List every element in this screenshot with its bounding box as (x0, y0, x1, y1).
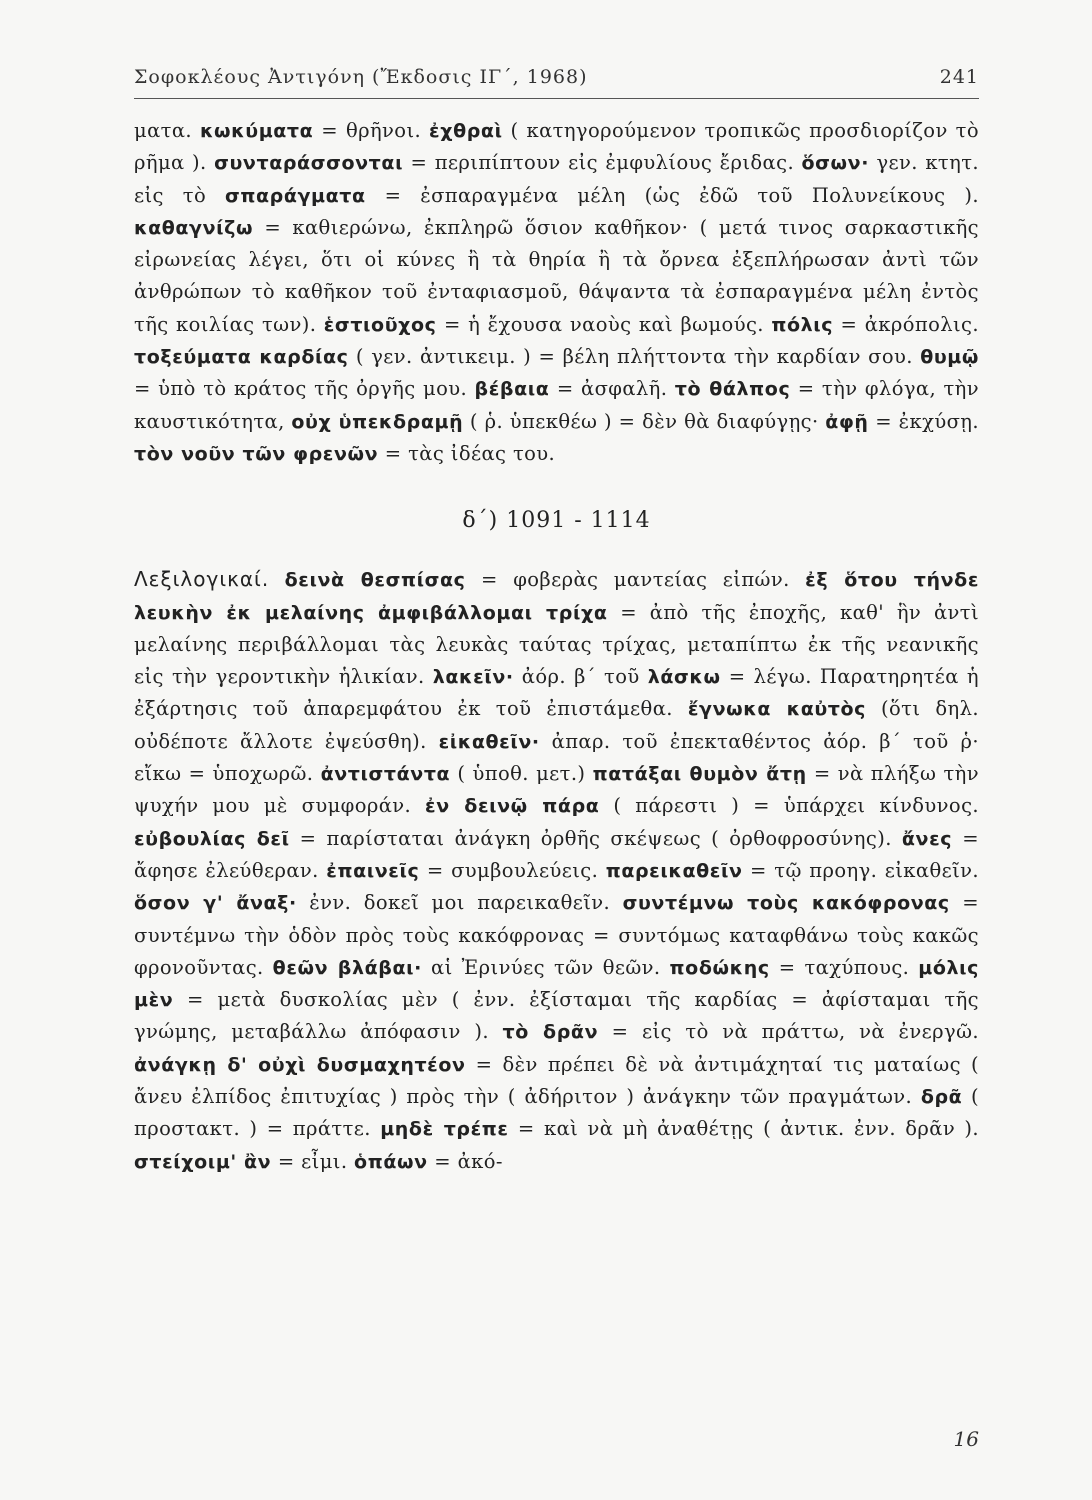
gloss-text: = τῷ προηγ. εἰκαθεῖν. (742, 858, 980, 882)
section-lead: Λεξιλογικαί. (134, 567, 270, 592)
lemma-term: τὸ θάλπος (674, 378, 791, 401)
lemma-term: καθαγνίζω (134, 216, 254, 239)
lemma-term: ἐν δεινῷ πάρα (425, 795, 600, 818)
gloss-text: = μετὰ δυσκολίας μὲν ( ἐνν. ἐξίσταμαι τῆς καρδίας = ἀφίσταμαι τῆς γνώμης, μεταβάλλω ἀπόφασιν ). (134, 988, 979, 1044)
gloss-text: = εἰς τὸ νὰ πράττω, νὰ ἐνεργῶ. (598, 1020, 979, 1044)
gloss-text: ( ῥ. ὑπεκθέω ) = δὲν θὰ διαφύγῃς· (463, 409, 826, 433)
gloss-text: ( ὑποθ. μετ.) (450, 762, 593, 786)
lemma-term: θεῶν βλάβαι· (272, 956, 422, 979)
lemma-term: ἀντιστάντα (320, 763, 451, 786)
gloss-text: αἱ Ἐρινύες τῶν θεῶν. (421, 955, 670, 979)
paragraph-glossary-1 (134, 115, 979, 470)
gloss-text: = ἀκρόπολις. (833, 312, 979, 336)
section-heading: δ΄) 1091 - 1114 (462, 508, 651, 534)
page-number: 241 (939, 66, 979, 88)
gloss-text: ( κατηγορούμενον τροπικῶς προσδιορίζον τὸ ρῆμα ). (134, 119, 979, 175)
lemma-term: ἄνες (901, 827, 953, 850)
lemma-term: ἑστιοῦχος (323, 313, 437, 336)
lemma-term: κωκύματα (199, 120, 314, 142)
lemma-term: τὸ δρᾶν (502, 1021, 599, 1044)
gloss-text: = ἀσφαλῆ. (549, 377, 675, 401)
lemma-term: τοξεύματα καρδίας (134, 346, 349, 369)
lemma-term: ἀφῇ (825, 410, 869, 433)
gloss-text: ( γεν. ἀντικειμ. ) = βέλη πλήττοντα τὴν καρδίαν σου. (348, 345, 921, 369)
lemma-term: οὐχ ὑπεκδραμῇ (291, 410, 464, 433)
gloss-text: = ἐσπαραγμένα μέλη (ὡς ἐδῶ τοῦ Πολυνείκους ). (365, 183, 979, 207)
lemma-term: μόλις μὲν (134, 956, 980, 1012)
lemma-term: ποδώκης (669, 956, 770, 979)
gloss-text: ἀόρ. β΄ τοῦ (513, 665, 648, 689)
gloss-text: = δὲν πρέπει δὲ νὰ ἀντιμάχηταί τις ματαίως ( ἄνευ ἐλπίδος ἐπιτυχίας ) πρὸς τὴν ( ἀδήριτον ) ἀνάγκην τῶν πραγμάτων. (134, 1052, 979, 1109)
lemma-term: εὐβουλίας δεῖ (134, 827, 290, 850)
gloss-text: = τὰς ἰδέας του. (378, 441, 556, 465)
lemma-term: ὅσων· (801, 152, 870, 175)
gloss-text: ( προστακτ. ) = πράττε. (134, 1085, 979, 1141)
gloss-text: = εἶμι. (271, 1149, 355, 1173)
gloss-text: ματα. (134, 119, 200, 142)
gloss-text: = συμβουλεύεις. (419, 858, 606, 882)
gloss-text: = ἐκχύσῃ. (868, 409, 979, 433)
lemma-term: στείχοιμ' ἂν (134, 1150, 272, 1173)
lemma-term: ἐξ ὅτου τήνδε λευκὴν ἐκ μελαίνης ἀμφιβάλλομαι τρίχα (134, 569, 979, 624)
paragraph-glossary-2 (134, 563, 979, 1178)
lemma-term: δεινὰ θεσπίσας (284, 569, 466, 592)
lemma-term: ὅσον γ' ἄναξ· (134, 892, 297, 915)
lemma-term: συντέμνω τοὺς κακόφρονας (622, 892, 950, 915)
gloss-text: = περιπίπτουν εἰς ἐμφυλίους ἔριδας. (403, 151, 802, 175)
lemma-term: λακεῖν· (432, 666, 514, 689)
gloss-text: = καὶ νὰ μὴ ἀναθέτῃς ( ἀντικ. ἐνν. δρᾶν ). (508, 1117, 979, 1141)
lemma-term: παρεικαθεῖν (605, 859, 743, 882)
lemma-term: δρᾶ (920, 1086, 963, 1109)
running-header (134, 66, 979, 99)
gloss-text: = λέγω. Παρατηρητέα ἡ ἐξάρτησις τοῦ ἀπαρεμφάτου ἐκ τοῦ ἐπιστάμεθα. (134, 665, 979, 721)
page (134, 66, 979, 1178)
gloss-text: = ἄφησε ἐλεύθεραν. (134, 826, 979, 882)
gloss-text: ἀπαρ. τοῦ ἐπεκταθέντος ἀόρ. β΄ τοῦ ῥ· εἴκω = ὑποχωρῶ. (134, 729, 979, 786)
lemma-term: τὸν νοῦν τῶν φρενῶν (134, 442, 379, 465)
lemma-term: εἰκαθεῖν· (438, 730, 540, 753)
lemma-term: λάσκω (647, 666, 721, 689)
gloss-text: = ἡ ἔχουσα ναοὺς καὶ βωμούς. (436, 312, 772, 336)
lemma-term: ἀνάγκῃ δ' οὐχὶ δυσμαχητέον (134, 1053, 466, 1076)
gloss-text: = ἀκό- (427, 1149, 503, 1173)
lemma-term: μηδὲ τρέπε (380, 1118, 509, 1141)
gloss-text: = συντέμνω τὴν ὁδὸν πρὸς τοὺς κακόφρονας = συντόμως καταφθάνω τοὺς κακῶς φρονοῦντας. (134, 891, 979, 979)
gloss-text: ( πάρεστι ) = ὑπάρχει κίνδυνος. (599, 794, 979, 818)
gloss-text: = παρίσταται ἀνάγκη ὀρθῆς σκέψεως ( ὀρθοφροσύνης). (289, 826, 902, 850)
gloss-text: = καθιερώνω, ἐκπληρῶ ὅσιον καθῆκον· ( μετά τινος σαρκαστικῆς εἰρωνείας λέγει, ὅτι οἱ κύνες ἢ τὰ θηρία ἢ τὰ ὄρνεα ἐξεπλήρωσαν ἀντὶ τῶν ἀνθρώπων τὸ καθῆκον τοῦ ἐνταφιασμοῦ, θάψαντα τὰ ἐσπαραγμένα μέλη ἐντὸς τῆς κοιλίας των). (134, 215, 979, 336)
lemma-term: πατάξαι θυμὸν ἄτῃ (592, 763, 807, 786)
lemma-term: ἐχθραὶ (429, 120, 503, 142)
gloss-text: = ὑπὸ τὸ κράτος τῆς ὀργῆς μου. (134, 377, 475, 401)
gloss-text: = νὰ πλήξω τὴν ψυχήν μου μὲ συμφοράν. (134, 762, 979, 818)
lemma-term: ὁπάων (354, 1150, 428, 1173)
gloss-text: = φοβερὰς μαντείας εἰπών. (465, 568, 806, 592)
lemma-term: πόλις (771, 313, 834, 336)
gloss-text: = τὴν φλόγα, τὴν καυστικότητα, (134, 377, 980, 433)
gloss-text: = ἀπὸ τῆς ἐποχῆς, καθ' ἣν ἀντὶ μελαίνης περιβάλλομαι τὰς λευκὰς ταύτας τρίχας, μεταπίπτω ἐκ τῆς νεανικῆς εἰς τὴν γεροντικὴν ἡλικίαν. (134, 600, 979, 689)
gloss-text: = θρῆνοι. (313, 119, 430, 142)
lemma-term: σπαράγματα (224, 184, 366, 207)
gloss-text: γεν. κτητ. εἰς τὸ (134, 151, 979, 207)
lemma-term: ἐπαινεῖς (326, 859, 420, 882)
gloss-text: (ὅτι δηλ. οὐδέποτε ἄλλοτε ἐψεύσθη). (134, 697, 979, 753)
gloss-text: ἐνν. δοκεῖ μοι παρεικαθεῖν. (296, 891, 623, 915)
header-title: Σοφοκλέους Ἀντιγόνη (Ἔκδοσις ΙΓ΄, 1968) (134, 66, 588, 88)
lemma-term: βέβαια (474, 378, 550, 401)
gloss-text (269, 568, 284, 591)
gloss-text: = ταχύπους. (769, 955, 919, 979)
lemma-term: θυμῷ (920, 346, 979, 369)
signature-mark: 16 (953, 1427, 979, 1451)
lemma-term: ἔγνωκα καὐτὸς (687, 698, 867, 721)
lemma-term: συνταράσσονται (214, 152, 404, 175)
